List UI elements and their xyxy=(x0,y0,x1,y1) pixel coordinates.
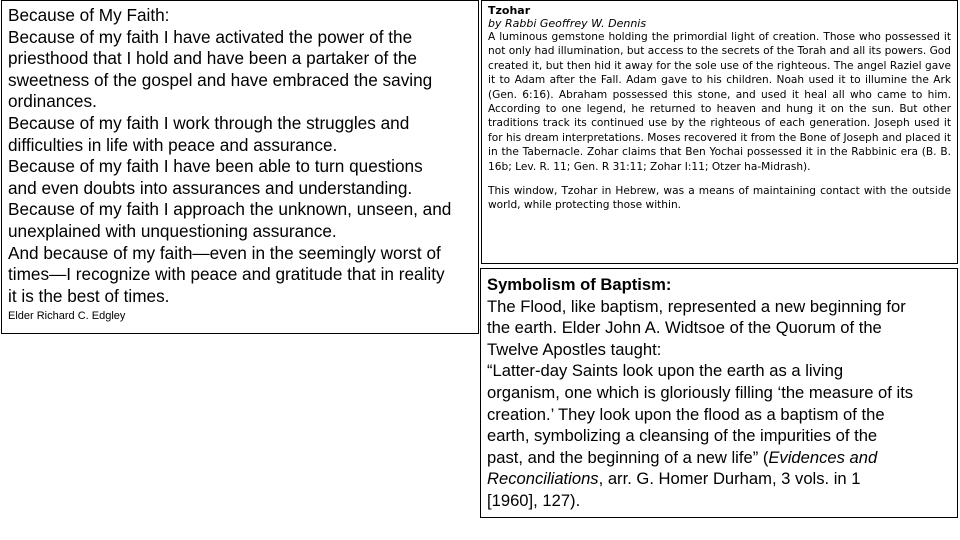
baptism-heading: Symbolism of Baptism: xyxy=(487,275,672,294)
faith-text-box xyxy=(1,0,479,334)
faith-line: unexplained with unquestioning assurance. xyxy=(8,220,337,241)
baptism-line: the earth. Elder John A. Widtsoe of the Quorum of the xyxy=(487,318,882,338)
source-title: Evidences and xyxy=(768,447,878,467)
faith-line: priesthood that I hold and have been a partaker of the xyxy=(8,48,417,69)
baptism-line: The Flood, like baptism, represented a new beginning for xyxy=(487,296,906,316)
faith-line: ordinances. xyxy=(8,91,97,112)
baptism-line-text: past, and the beginning of a new life” ( xyxy=(487,447,769,467)
baptism-line: organism, one which is gloriously filling ‘the measure of its xyxy=(487,382,914,402)
faith-line: Because of my faith I have activated the power of the xyxy=(8,26,413,47)
baptism-line xyxy=(487,468,957,490)
baptism-line: creation.’ They look upon the flood as a baptism of the xyxy=(487,404,885,424)
faith-line: difficulties in life with peace and assurance. xyxy=(8,134,338,155)
baptism-line xyxy=(487,447,957,469)
faith-line: times—I recognize with peace and gratitude that in reality xyxy=(8,264,445,285)
faith-line: And because of my faith—even in the seemingly worst of xyxy=(8,242,441,263)
source-title: Reconciliations xyxy=(487,469,599,489)
faith-heading: Because of My Faith: xyxy=(8,5,170,25)
tzohar-paragraph: A luminous gemstone holding the primordial light of creation. Those who possessed it not only had illumination, but access to the secrets of the Torah and all its powers. God created it, but then hid it away for the sole use of the righteous. The angel Raziel gave it to Adam after the Fall. Adam gave to his children. Noah used it to illumine the Ark (Gen. 6:16). Abraham possessed this stone, and used it heal all who came to him. According to one legend, he returned to heaven and hung it on the sun. But other traditions track its continued use by the righteous of each generation. Joseph used it for his dream interpretations. Moses recovered it from the Bone of Joseph and placed it in the Tabernacle. Zohar claims that Ben Yochai possessed it in the Rabbinic era (B. B. 16b; Lev. R. 11; Gen. R 31:11; Zohar I:11; Otzer ha-Midrash). xyxy=(488,31,952,173)
baptism-text-box xyxy=(480,268,958,518)
baptism-line: earth, symbolizing a cleansing of the impurities of the xyxy=(487,426,878,446)
baptism-line: “Latter-day Saints look upon the earth as a living xyxy=(487,361,844,381)
baptism-line: Twelve Apostles taught: xyxy=(487,339,662,359)
faith-line: it is the best of times. xyxy=(8,285,170,306)
baptism-line: [1960], 127). xyxy=(487,490,581,510)
faith-line: Because of my faith I have been able to turn questions xyxy=(8,156,423,177)
tzohar-title: Tzohar xyxy=(488,4,531,17)
faith-line: and even doubts into assurances and understanding. xyxy=(8,177,413,198)
faith-line: sweetness of the gospel and have embraced the saving xyxy=(8,69,433,90)
source-details: , arr. G. Homer Durham, 3 vols. in 1 xyxy=(598,469,861,489)
tzohar-text-box xyxy=(481,0,958,264)
faith-line: Because of my faith I work through the struggles and xyxy=(8,112,410,133)
tzohar-author: by Rabbi Geoffrey W. Dennis xyxy=(488,17,647,30)
faith-line: Because of my faith I approach the unknown, unseen, and xyxy=(8,199,452,220)
tzohar-paragraph: This window, Tzohar in Hebrew, was a means of maintaining contact with the outside world, while protecting those within. xyxy=(488,185,951,212)
faith-attribution: Elder Richard C. Edgley xyxy=(8,310,126,323)
